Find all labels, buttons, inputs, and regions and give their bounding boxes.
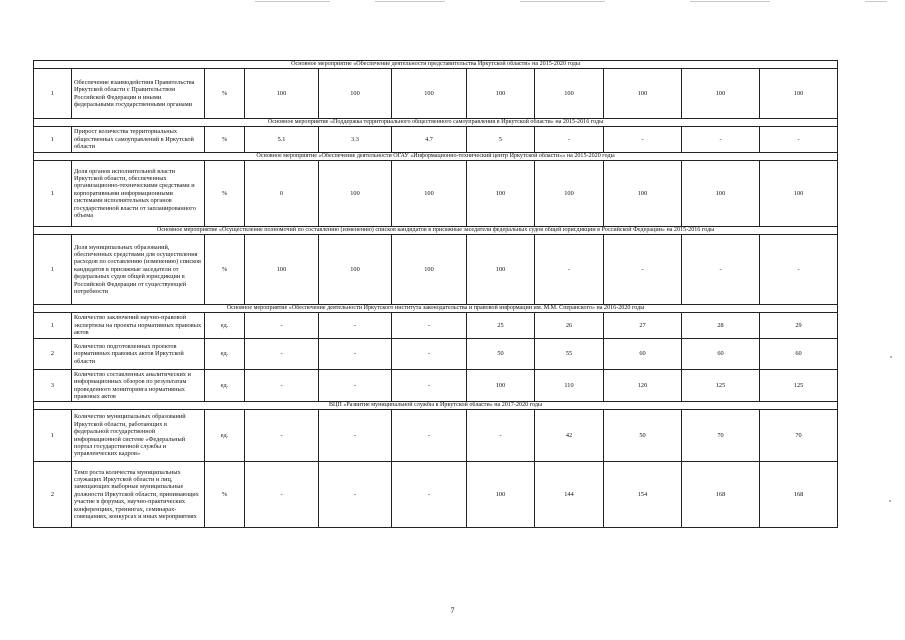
indicator-name-cell: Доля муниципальных образований, обеспеченных средствами для осуществления расходов по составлению (изменению) списков кандидатов в присяжные заседатели от федеральных судов общей юрисдикции в Российской Федерации от существующей потребности — [72, 235, 205, 305]
value-cell: 0 — [245, 161, 319, 227]
section-title: Основное мероприятие «Обеспечение деятельности Иркутского института законодательства и правовой информации им. М.М. Сперанского» на 2016-2020 годы — [34, 305, 838, 313]
section-title: Основное мероприятие «Осуществление полномочий по составлению (изменению) списков кандидатов в присяжные заседатели федеральных судов общей юрисдикции в Российской Федерации» на 2015-2016 годы — [34, 227, 838, 235]
table-row — [34, 127, 838, 153]
value-cell: - — [760, 127, 838, 153]
value-cell: 3.3 — [319, 127, 392, 153]
value-cell: 100 — [392, 69, 467, 119]
value-cell: 100 — [467, 161, 535, 227]
unit-cell: % — [205, 462, 245, 528]
value-cell: - — [245, 370, 319, 402]
row-number-cell: 1 — [34, 161, 72, 227]
unit-cell: % — [205, 161, 245, 227]
value-cell: 100 — [467, 462, 535, 528]
value-cell: - — [604, 127, 682, 153]
value-cell: 100 — [467, 370, 535, 402]
scan-artifact-line — [690, 1, 770, 2]
value-cell: 120 — [604, 370, 682, 402]
value-cell: - — [682, 235, 760, 305]
section-header-row — [34, 305, 838, 313]
value-cell: 60 — [682, 339, 760, 370]
value-cell: - — [467, 410, 535, 462]
unit-cell: % — [205, 235, 245, 305]
value-cell: - — [245, 313, 319, 339]
indicators-table — [33, 60, 838, 528]
value-cell: 100 — [535, 69, 604, 119]
value-cell: 100 — [682, 69, 760, 119]
value-cell: - — [245, 462, 319, 528]
value-cell: - — [245, 410, 319, 462]
row-number-cell: 1 — [34, 69, 72, 119]
value-cell: 100 — [319, 69, 392, 119]
section-header-row — [34, 227, 838, 235]
scan-artifact-line — [865, 1, 887, 2]
value-cell: 29 — [760, 313, 838, 339]
indicator-name-cell: Прирост количества территориальных общественных самоуправлений в Иркутской области — [72, 127, 205, 153]
value-cell: - — [392, 462, 467, 528]
row-number-cell: 3 — [34, 370, 72, 402]
indicator-name-cell: Обеспечение взаимодействия Правительства Иркутской области с Правительством Российской Федерации и иными федеральными государственными органами — [72, 69, 205, 119]
value-cell: 50 — [604, 410, 682, 462]
indicators-table-body — [34, 61, 838, 528]
unit-cell: ед. — [205, 370, 245, 402]
section-title: Основное мероприятие «Обеспечение деятельности представительства Иркутской области» на 2015-2020 годы — [34, 61, 838, 69]
row-number-cell: 1 — [34, 127, 72, 153]
value-cell: - — [319, 313, 392, 339]
row-number-cell: 2 — [34, 339, 72, 370]
value-cell: 100 — [392, 235, 467, 305]
value-cell: - — [392, 313, 467, 339]
value-cell: 100 — [535, 161, 604, 227]
table-row — [34, 462, 838, 528]
value-cell: - — [682, 127, 760, 153]
unit-cell: ед. — [205, 339, 245, 370]
value-cell: 100 — [319, 161, 392, 227]
scan-artifact-line — [520, 1, 605, 2]
value-cell: 5 — [467, 127, 535, 153]
scan-artifact-line — [375, 1, 445, 2]
section-title: Основное мероприятие «Обеспечение деятельности ОГАУ «Информационно-технический центр Иркутской области»» на 2015-2020 годы — [34, 153, 838, 161]
unit-cell: % — [205, 69, 245, 119]
value-cell: 60 — [604, 339, 682, 370]
value-cell: 100 — [760, 161, 838, 227]
value-cell: 60 — [760, 339, 838, 370]
value-cell: - — [535, 235, 604, 305]
value-cell: 70 — [682, 410, 760, 462]
value-cell: 100 — [467, 235, 535, 305]
value-cell: 100 — [245, 235, 319, 305]
value-cell: 28 — [682, 313, 760, 339]
scan-artifact-dot — [889, 500, 891, 502]
value-cell: 154 — [604, 462, 682, 528]
value-cell: 100 — [319, 235, 392, 305]
value-cell: 42 — [535, 410, 604, 462]
table-row — [34, 339, 838, 370]
value-cell: 27 — [604, 313, 682, 339]
value-cell: 125 — [760, 370, 838, 402]
value-cell: 125 — [682, 370, 760, 402]
value-cell: 110 — [535, 370, 604, 402]
section-title: Основное мероприятие «Поддержка территориального общественного самоуправления в Иркутской области» на 2015-2016 годы — [34, 119, 838, 127]
value-cell: 5.1 — [245, 127, 319, 153]
section-header-row — [34, 153, 838, 161]
value-cell: 25 — [467, 313, 535, 339]
table-row — [34, 235, 838, 305]
value-cell: 4.7 — [392, 127, 467, 153]
table-row — [34, 313, 838, 339]
value-cell: 100 — [245, 69, 319, 119]
row-number-cell: 2 — [34, 462, 72, 528]
indicator-name-cell: Количество составленных аналитических и информационных обзоров по результатам проведенного мониторинга нормативных правовых актов — [72, 370, 205, 402]
table-row — [34, 69, 838, 119]
section-header-row — [34, 402, 838, 410]
value-cell: - — [319, 410, 392, 462]
scan-artifact-line — [255, 1, 330, 2]
value-cell: - — [319, 462, 392, 528]
row-number-cell: 1 — [34, 410, 72, 462]
value-cell: - — [392, 410, 467, 462]
value-cell: - — [392, 339, 467, 370]
unit-cell: ед. — [205, 410, 245, 462]
value-cell: 100 — [392, 161, 467, 227]
indicator-name-cell: Количество подготовленных проектов нормативных правовых актов Иркутской области — [72, 339, 205, 370]
value-cell: 144 — [535, 462, 604, 528]
value-cell: 100 — [604, 69, 682, 119]
value-cell: 26 — [535, 313, 604, 339]
value-cell: 55 — [535, 339, 604, 370]
indicator-name-cell: Количество муниципальных образований Иркутской области, работающих в федеральной государственной информационной системе «Федеральный портал государственной службы и управленческих кадров» — [72, 410, 205, 462]
value-cell: 168 — [682, 462, 760, 528]
value-cell: 70 — [760, 410, 838, 462]
scan-artifact-dot — [890, 356, 892, 358]
section-header-row — [34, 61, 838, 69]
value-cell: - — [392, 370, 467, 402]
table-row — [34, 370, 838, 402]
value-cell: - — [319, 370, 392, 402]
value-cell: - — [760, 235, 838, 305]
value-cell: 100 — [682, 161, 760, 227]
value-cell: - — [319, 339, 392, 370]
unit-cell: % — [205, 127, 245, 153]
value-cell: 100 — [760, 69, 838, 119]
table-row — [34, 410, 838, 462]
indicator-name-cell: Доля органов исполнительной власти Иркутской области, обеспеченных организационно-техническими средствами и корпоративными информационными системами исполнительных органов государственной власти от запланированного объема — [72, 161, 205, 227]
value-cell: 100 — [467, 69, 535, 119]
unit-cell: ед. — [205, 313, 245, 339]
indicator-name-cell: Темп роста количества муниципальных служащих Иркутской области и лиц, замещающих выборные муниципальные должности Иркутской области, принимающих участие в форумах, научно-практических конференциях, тренингах, семинарах-совещаниях, конкурсах и иных мероприятиях — [72, 462, 205, 528]
section-title: ВЦП «Развитие муниципальной службы в Иркутской области» на 2017-2020 годы — [34, 402, 838, 410]
page-number: 7 — [450, 606, 455, 615]
indicator-name-cell: Количество заключений научно-правовой экспертизы на проекты нормативных правовых актов — [72, 313, 205, 339]
value-cell: - — [245, 339, 319, 370]
row-number-cell: 1 — [34, 235, 72, 305]
row-number-cell: 1 — [34, 313, 72, 339]
value-cell: 50 — [467, 339, 535, 370]
section-header-row — [34, 119, 838, 127]
value-cell: 100 — [604, 161, 682, 227]
value-cell: - — [604, 235, 682, 305]
value-cell: 168 — [760, 462, 838, 528]
value-cell: - — [535, 127, 604, 153]
table-row — [34, 161, 838, 227]
